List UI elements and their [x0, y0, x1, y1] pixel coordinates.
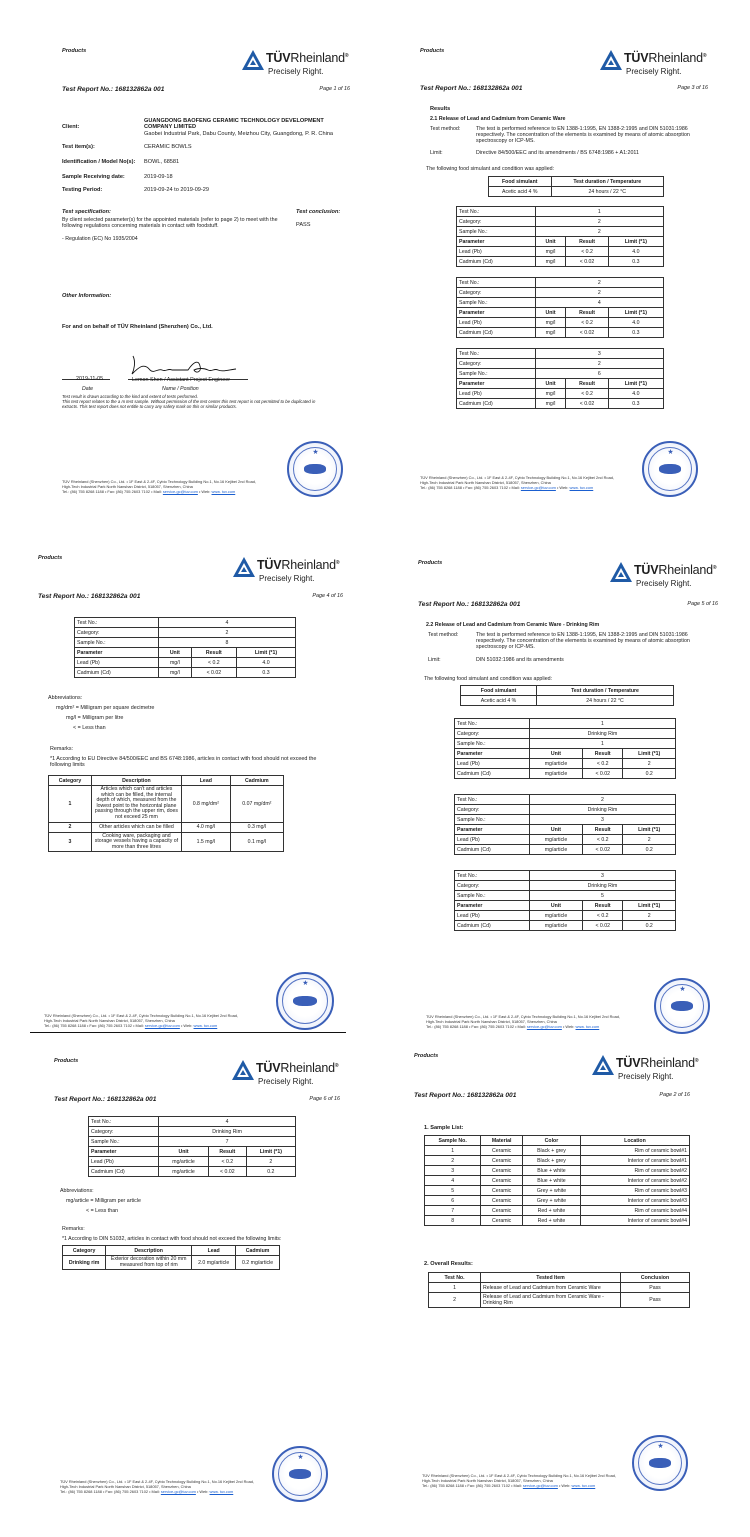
table-cell: Ceramic — [481, 1166, 523, 1176]
footer-web-link[interactable]: www. tuv.com — [193, 1023, 218, 1029]
company-seal: ★ — [654, 978, 710, 1034]
table-cell: Ceramic — [481, 1176, 523, 1186]
limit-label: Limit: — [428, 657, 441, 663]
abbreviations-title: Abbreviations: — [60, 1188, 94, 1194]
table-cell: Ceramic — [481, 1206, 523, 1216]
page-footer: TÜV Rheinland (Shenzhen) Co., Ltd. • 1F East & 2-4F, Cybio Technology Building No.1, No.16 Kejibei 2nd Road, High-Tech Industrial Park North Nanshan District, 518057, Shenzhen, China Tel.: (86) 755 8268 1188 • Fax: (86) 755 2603 7102 • Mail: service-gc@tuv.com • Web: www. tuv.com — [422, 1473, 616, 1489]
client-label: Client: — [62, 124, 80, 130]
table-row — [425, 1216, 690, 1226]
table-cell: 5 — [425, 1186, 481, 1196]
report-number: Test Report No.: 168132862a 001 — [420, 85, 523, 92]
signature-date: 2019-11-05 — [76, 376, 104, 382]
table-row — [425, 1186, 690, 1196]
footer-web-link[interactable]: www. tuv.com — [209, 1489, 234, 1495]
products-label: Products — [420, 48, 445, 54]
footer-mail-link[interactable]: service-gc@tuv.com — [162, 489, 198, 495]
rim-table-4: Test No.: 4 Category: Drinking Rim Sample No.: 7 Parameter Unit Result Limit (*1) Lead (Pb) mg/article < 0.2 2 Cadmium (Cd) mg/article < 0.02 0.2 — [88, 1116, 296, 1177]
footer-web-link[interactable]: www. tuv.com — [211, 489, 236, 495]
report-number: Test Report No.: 168132862a 001 — [418, 601, 521, 608]
test-conclusion-label: Test conclusion: — [296, 209, 341, 215]
table-cell: Ceramic — [481, 1216, 523, 1226]
tuv-logo — [592, 1053, 700, 1087]
abbreviation-item: < = Less than — [86, 1208, 119, 1214]
report-page-3 — [420, 48, 708, 508]
page-divider — [30, 1032, 346, 1033]
table-cell: 4 — [425, 1176, 481, 1186]
applied-text: The following food simulant and condition was applied: — [426, 166, 555, 172]
model-value: BOWL, 68581 — [144, 159, 180, 165]
model-label: Identification / Model No(s): — [62, 159, 136, 165]
remark-text: *1 According to EU Directive 84/500/EEC and BS 6748:1986, articles in contact with food should not exceed the following limits — [50, 756, 317, 768]
brand-name: TÜVRheinland® — [634, 563, 717, 577]
behalf-line: For and on behalf of TÜV Rheinland (Shenzhen) Co., Ltd. — [62, 324, 213, 330]
tuv-logo — [242, 48, 350, 82]
company-seal: ★ — [632, 1435, 688, 1491]
page-footer: TÜV Rheinland (Shenzhen) Co., Ltd. • 1F East & 2-4F, Cybio Technology Building No.1, No.16 Kejibei 2nd Road, High-Tech Industrial Park North Nanshan District, 518057, Shenzhen, China Tel.: (86) 755 8268 1188 • Fax: (86) 755 2603 7102 • Mail: service-gc@tuv.com • Web: www. tuv.com — [60, 1479, 254, 1495]
simulant-table: Food simulant Test duration / Temperature Acetic acid 4 % 24 hours / 22 °C — [488, 176, 664, 197]
products-label: Products — [38, 555, 63, 561]
table-cell: Interior of ceramic bowl#4 — [580, 1216, 689, 1226]
client-address: Gaobei Industrial Park, Dabu County, Meizhou City, Guangdong, P. R. China — [144, 131, 334, 137]
report-page-4 — [38, 555, 343, 1033]
rim-table-2: Test No.: 2 Category: Drinking Rim Sample No.: 3 Parameter Unit Result Limit (*1) Lead (Pb) mg/article < 0.2 2 Cadmium (Cd) mg/article < 0.02 0.2 — [454, 794, 676, 855]
page-footer: TÜV Rheinland (Shenzhen) Co., Ltd. • 1F East & 2-4F, Cybio Technology Building No.1, No.16 Kejibei 2nd Road, High-Tech Industrial Park North Nanshan District, 518057, Shenzhen, China Tel.: (86) 755 8268 1188 • Fax: (86) 755 2603 7102 • Mail: service-gc@tuv.com • Web: www. tuv.com — [62, 479, 256, 495]
method-text: The test is performed reference to EN 1388-1:1995, EN 1388-2:1995 and DIN 51031:1986 respectively. The concentration of the elements is examined by means of atomic absorption spectroscopy or ICP-MS. — [476, 632, 690, 650]
report-page-2 — [414, 1053, 714, 1503]
result-table-4: Test No.: 4 Category: 2 Sample No.: 8 Parameter Unit Result Limit (*1) Lead (Pb) mg/l < 0.2 4.0 Cadmium (Cd) mg/l < 0.02 0.3 — [74, 617, 296, 678]
table-cell: 7 — [425, 1206, 481, 1216]
table-cell: Grey + white — [522, 1186, 580, 1196]
brand-name: TÜVRheinland® — [616, 1056, 699, 1070]
simulant-table: Food simulant Test duration / Temperature Acetic acid 4 % 24 hours / 22 °C — [460, 685, 674, 706]
table-row — [425, 1166, 690, 1176]
sample-list-heading: 1. Sample List: — [424, 1125, 464, 1131]
brand-tagline: Precisely Right. — [636, 579, 692, 588]
table-cell: Ceramic — [481, 1156, 523, 1166]
table-row — [425, 1156, 690, 1166]
table-cell: Blue + white — [522, 1166, 580, 1176]
tuv-triangle-icon — [232, 1060, 254, 1080]
tuv-logo — [600, 48, 708, 82]
brand-tagline: Precisely Right. — [626, 67, 682, 76]
table-row — [425, 1176, 690, 1186]
results-heading: Results — [430, 106, 451, 112]
table-cell: Rim of ceramic bowl#2 — [580, 1166, 689, 1176]
signer-name: Lemon Shen / Assistant Project Engineer — [132, 377, 230, 383]
tuv-triangle-icon — [610, 562, 632, 582]
abbreviation-item: mg/l = Milligram per litre — [66, 715, 124, 721]
testing-period-label: Testing Period: — [62, 187, 103, 193]
client-name: GUANGDONG BAOFENG CERAMIC TECHNOLOGY DEVELOPMENT COMPANY LIMITED — [144, 118, 324, 130]
result-table-1: Test No.: 1 Category: 2 Sample No.: 2 Parameter Unit Result Limit (*1) Lead (Pb) mg/l < 0.2 4.0 Cadmium (Cd) mg/l < 0.02 0.3 — [456, 206, 664, 267]
rim-table-3: Test No.: 3 Category: Drinking Rim Sample No.: 5 Parameter Unit Result Limit (*1) Lead (Pb) mg/article < 0.2 2 Cadmium (Cd) mg/article < 0.02 0.2 — [454, 870, 676, 931]
table-cell: Ceramic — [481, 1146, 523, 1156]
products-label: Products — [62, 48, 87, 54]
signature-image — [128, 350, 238, 378]
products-label: Products — [418, 560, 443, 566]
test-spec-text: By client selected parameter(s) for the appointed materials (refer to page 2) to meet with the following regulations concerning materials in contact with foodstuff. — [62, 217, 278, 229]
table-row — [425, 1196, 690, 1206]
tuv-triangle-icon — [600, 50, 622, 70]
abbreviation-item: < = Less than — [73, 725, 106, 731]
page-footer: TÜV Rheinland (Shenzhen) Co., Ltd. • 1F East & 2-4F, Cybio Technology Building No.1, No.16 Kejibei 2nd Road, High-Tech Industrial Park North Nanshan District, 518057, Shenzhen, China Tel.: (86) 755 8268 1188 • Fax: (86) 755 2603 7102 • Mail: service-gc@tuv.com • Web: www. tuv.com — [420, 475, 614, 491]
tuv-logo — [233, 555, 341, 589]
rim-table-1: Test No.: 1 Category: Drinking Rim Sample No.: 1 Parameter Unit Result Limit (*1) Lead (Pb) mg/article < 0.2 2 Cadmium (Cd) mg/article < 0.02 0.2 — [454, 718, 676, 779]
table-row — [425, 1146, 690, 1156]
table-cell: Ceramic — [481, 1196, 523, 1206]
report-page-1 — [62, 48, 350, 508]
footer-mail-link[interactable]: service-gc@tuv.com — [144, 1023, 180, 1029]
table-row — [425, 1206, 690, 1216]
footer-web-link[interactable]: www. tuv.com — [571, 1483, 596, 1489]
receiving-date-value: 2019-09-18 — [144, 174, 173, 180]
table-cell: 8 — [425, 1216, 481, 1226]
overall-results-table: Test No. Tested Item Conclusion 1 Release of Lead and Cadmium from Ceramic Ware Pass 2 Release of Lead and Cadmium from Ceramic Ware - Drinking Rim Pass — [428, 1272, 690, 1308]
table-cell: 3 — [425, 1166, 481, 1176]
footer-mail-link[interactable]: service-gc@tuv.com — [520, 485, 556, 491]
brand-tagline: Precisely Right. — [259, 574, 315, 583]
brand-tagline: Precisely Right. — [258, 1077, 314, 1086]
page-number: Page 3 of 16 — [677, 85, 708, 91]
page-number: Page 6 of 16 — [309, 1096, 340, 1102]
method-label: Test method: — [430, 126, 461, 132]
report-page-6 — [54, 1058, 340, 1503]
company-seal: ★ — [276, 972, 334, 1030]
tuv-logo — [610, 560, 718, 594]
test-items-label: Test item(s): — [62, 144, 95, 150]
page-number: Page 2 of 16 — [659, 1092, 690, 1098]
overall-results-heading: 2. Overall Results: — [424, 1261, 473, 1267]
limit-label: Limit: — [430, 150, 443, 156]
test-spec-label: Test specification: — [62, 209, 111, 215]
section-title: 2.2 Release of Lead and Cadmium from Ceramic Ware - Drinking Rim — [426, 622, 600, 628]
brand-tagline: Precisely Right. — [268, 67, 324, 76]
table-cell: Interior of ceramic bowl#1 — [580, 1156, 689, 1166]
signer-caption: Name / Position — [162, 386, 199, 392]
table-cell: Black + grey — [522, 1156, 580, 1166]
page-footer: TÜV Rheinland (Shenzhen) Co., Ltd. • 1F East & 2-4F, Cybio Technology Building No.1, No.16 Kejibei 2nd Road, High-Tech Industrial Park North Nanshan District, 518057, Shenzhen, China Tel.: (86) 755 8268 1188 • Fax: (86) 755 2603 7102 • Mail: service-gc@tuv.com • Web: www. tuv.com — [44, 1013, 238, 1029]
tuv-triangle-icon — [592, 1055, 614, 1075]
abbreviation-item: mg/article = Milligram per article — [66, 1198, 141, 1204]
footer-web-link[interactable]: www. tuv.com — [569, 485, 594, 491]
brand-name: TÜVRheinland® — [624, 51, 707, 65]
remarks-title: Remarks: — [50, 746, 74, 752]
tuv-triangle-icon — [233, 557, 255, 577]
testing-period-value: 2019-09-24 to 2019-09-29 — [144, 187, 210, 193]
footer-mail-link[interactable]: service-gc@tuv.com — [160, 1489, 196, 1495]
page-number: Page 4 of 16 — [312, 593, 343, 599]
report-number: Test Report No.: 168132862a 001 — [62, 86, 165, 93]
abbreviation-item: mg/dm² = Milligram per square decimetre — [56, 705, 155, 711]
limit-text: DIN 51032:1986 and its amendments — [476, 657, 564, 663]
products-label: Products — [414, 1053, 439, 1059]
rim-limits-table: Category Description Lead Cadmium Drinking rim Exterior decoration within 20 mm measured from top of rim 2.0 mg/article 0.2 mg/article — [62, 1245, 280, 1270]
table-cell: Rim of ceramic bowl#3 — [580, 1186, 689, 1196]
other-info-label: Other Information: — [62, 293, 112, 299]
products-label: Products — [54, 1058, 79, 1064]
report-number: Test Report No.: 168132862a 001 — [54, 1096, 157, 1103]
report-page-5 — [418, 560, 718, 1040]
date-caption: Date — [82, 386, 93, 392]
table-cell: Black + grey — [522, 1146, 580, 1156]
test-conclusion-value: PASS — [296, 222, 311, 228]
sample-list-table: Sample No. Material Color Location 1 Ceramic Black + grey Rim of ceramic bowl#1 2 Ceramic Black + grey Interior of ceramic bowl#1 3 Ceramic Blue + white Rim of ceramic bowl#2 4 Ceramic Blue + white Interior of ceramic bowl#2 5 Ceramic Grey + white Rim of ceramic bowl#3 6 Ceramic Grey + white Interior of ceramic bowl#3 7 Ceramic Red + white Rim of ceramic bowl#4 8 Ceramic Red + white Interior of ceramic bowl#4 — [424, 1135, 690, 1226]
applied-text: The following food simulant and condition was applied: — [424, 676, 553, 682]
report-notes: Test result is drawn according to the kind and extent of tests performed. This test report relates to the a m test sample. Without permission of the test center this test report is not permitted to be duplicated in extracts. This test report does not entitle to carry any safety mark on this or similar products. — [62, 394, 316, 409]
tuv-logo — [232, 1058, 340, 1092]
page-number: Page 5 of 16 — [687, 601, 718, 607]
test-items-value: CERAMIC BOWLS — [144, 144, 192, 150]
receiving-date-label: Sample Receiving date: — [62, 174, 125, 180]
result-table-3: Test No.: 3 Category: 2 Sample No.: 6 Parameter Unit Result Limit (*1) Lead (Pb) mg/l < 0.2 4.0 Cadmium (Cd) mg/l < 0.02 0.3 — [456, 348, 664, 409]
page-footer: TÜV Rheinland (Shenzhen) Co., Ltd. • 1F East & 2-4F, Cybio Technology Building No.1, No.16 Kejibei 2nd Road, High-Tech Industrial Park North Nanshan District, 518057, Shenzhen, China Tel.: (86) 755 8268 1188 • Fax: (86) 755 2603 7102 • Mail: service-gc@tuv.com • Web: www. tuv.com — [426, 1014, 620, 1030]
remarks-title: Remarks: — [62, 1226, 85, 1232]
table-cell: 2 — [425, 1156, 481, 1166]
regulation-line: - Regulation (EC) No 1935/2004 — [62, 236, 138, 242]
footer-web-link[interactable]: www. tuv.com — [575, 1024, 600, 1030]
table-cell: Grey + white — [522, 1196, 580, 1206]
section-title: 2.1 Release of Lead and Cadmium from Ceramic Ware — [430, 116, 566, 122]
table-cell: Rim of ceramic bowl#1 — [580, 1146, 689, 1156]
table-cell: Red + white — [522, 1216, 580, 1226]
tuv-triangle-icon — [242, 50, 264, 70]
limit-text: Directive 84/500/EEC and its amendments / BS 6748:1986 + A1:2011 — [476, 150, 639, 156]
footer-mail-link[interactable]: service-gc@tuv.com — [526, 1024, 562, 1030]
company-seal: ★ — [642, 441, 698, 497]
brand-name: TÜVRheinland® — [266, 51, 349, 65]
brand-name: TÜVRheinland® — [256, 1061, 339, 1075]
report-number: Test Report No.: 168132862a 001 — [38, 593, 141, 600]
category-limits-table: Category Description Lead Cadmium 1 Articles which can't and articles which can be filled, the internal depth of which, measured from the lowest point to the horizontal plane passing through the upper rim, does not exceed 25 mm 0.8 mg/dm² 0.07 mg/dm² 2 Other articles which can be filled 4.0 mg/l 0.3 mg/l 3 Cooking ware, packaging and storage vessels having a capacity of more than three litres 1.5 mg/l 0.1 mg/l — [48, 775, 284, 852]
method-label: Test method: — [428, 632, 459, 638]
company-seal: ★ — [272, 1446, 328, 1502]
result-table-2: Test No.: 2 Category: 2 Sample No.: 4 Parameter Unit Result Limit (*1) Lead (Pb) mg/l < 0.2 4.0 Cadmium (Cd) mg/l < 0.02 0.3 — [456, 277, 664, 338]
remark-text: *1 According to DIN 51032, articles in contact with food should not exceed the following limits: — [62, 1236, 282, 1242]
brand-name: TÜVRheinland® — [257, 558, 340, 572]
page-number: Page 1 of 16 — [319, 86, 350, 92]
table-cell: Interior of ceramic bowl#2 — [580, 1176, 689, 1186]
table-cell: 1 — [425, 1146, 481, 1156]
company-seal: ★ — [287, 441, 343, 497]
table-cell: Blue + white — [522, 1176, 580, 1186]
brand-tagline: Precisely Right. — [618, 1072, 674, 1081]
table-cell: Rim of ceramic bowl#4 — [580, 1206, 689, 1216]
table-cell: 6 — [425, 1196, 481, 1206]
footer-mail-link[interactable]: service-gc@tuv.com — [522, 1483, 558, 1489]
abbreviations-title: Abbreviations: — [48, 695, 83, 701]
method-text: The test is performed reference to EN 1388-1:1995, EN 1388-2:1995 and DIN 51031:1986 respectively. The concentration of the elements is examined by means of atomic absorption spectroscopy or ICP-MS. — [476, 126, 690, 144]
table-cell: Red + white — [522, 1206, 580, 1216]
report-number: Test Report No.: 168132862a 001 — [414, 1092, 517, 1099]
table-cell: Ceramic — [481, 1186, 523, 1196]
table-cell: Interior of ceramic bowl#3 — [580, 1196, 689, 1206]
